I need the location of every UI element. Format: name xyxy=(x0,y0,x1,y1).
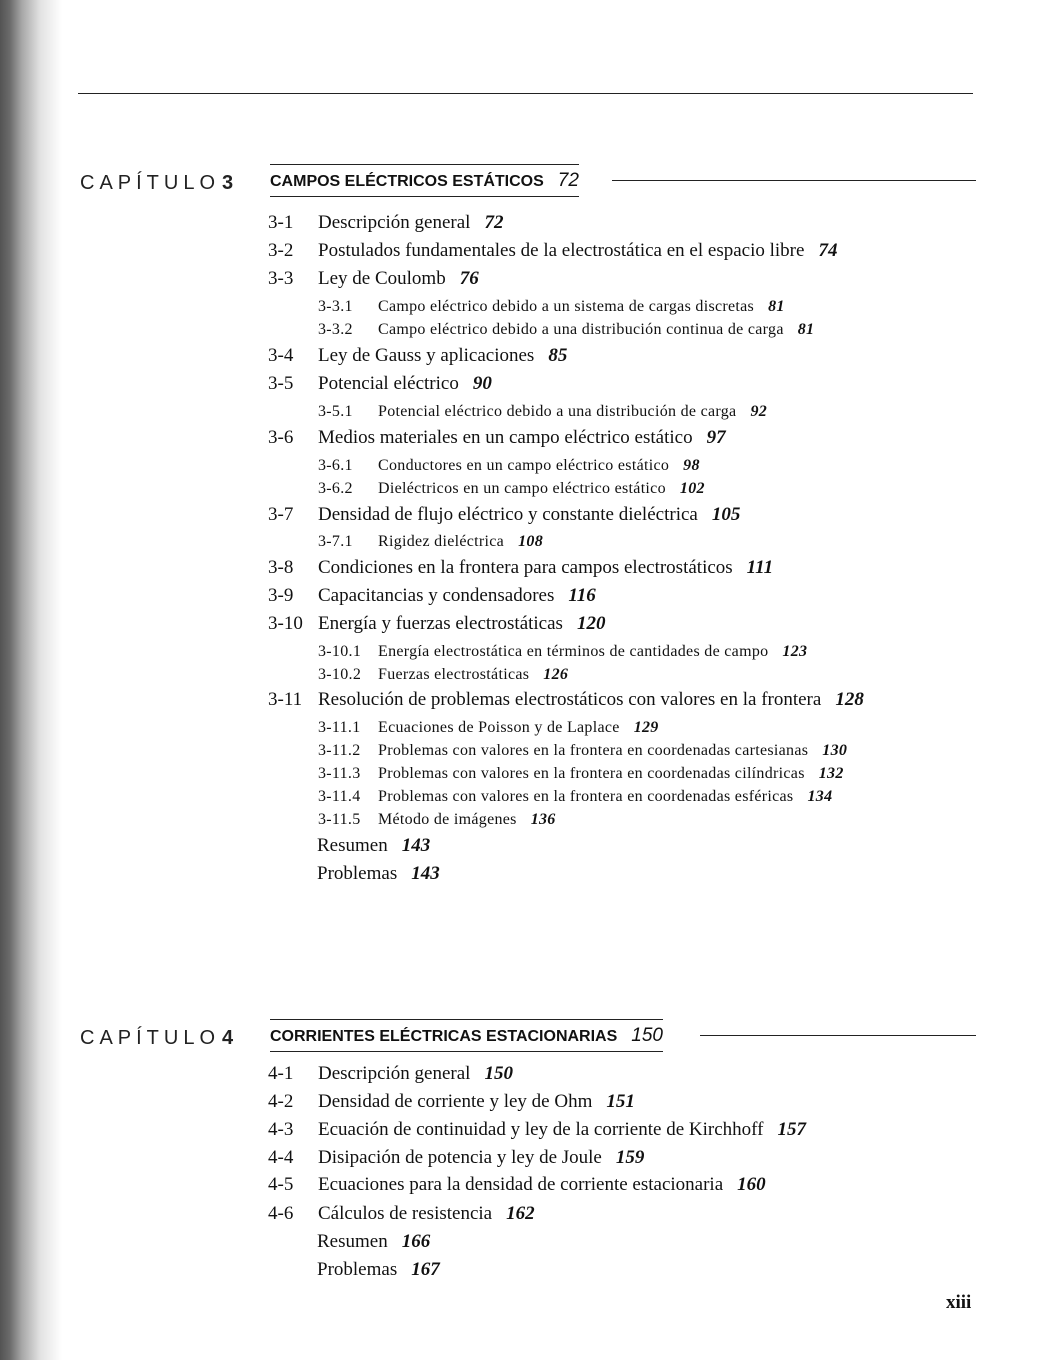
section-page: 136 xyxy=(530,811,556,828)
section-number: 3-6 xyxy=(268,427,294,448)
section-page: 108 xyxy=(518,533,543,550)
section-page: 98 xyxy=(683,457,700,474)
section-page: 76 xyxy=(459,268,479,289)
section-page: 105 xyxy=(711,504,741,525)
section-title: Método de imágenes xyxy=(378,811,517,828)
section-number: 3-3 xyxy=(268,268,294,289)
section-title: Ley de Gauss y aplicaciones xyxy=(318,345,535,366)
section-title: Medios materiales en un campo eléctrico estático xyxy=(318,427,693,448)
chapter-title xyxy=(270,164,579,197)
section-page: 167 xyxy=(411,1259,440,1280)
section-page: 150 xyxy=(484,1063,513,1084)
section-page: 120 xyxy=(576,613,606,634)
section-title: Descripción general xyxy=(318,1063,471,1084)
section-title: Conductores en un campo eléctrico estático xyxy=(378,457,670,474)
section-page: 102 xyxy=(679,480,705,497)
toc-subsection xyxy=(318,742,847,760)
section-number: 3-1 xyxy=(268,212,294,233)
toc-section xyxy=(268,1147,644,1169)
toc-section xyxy=(268,1091,635,1113)
toc-subsection xyxy=(318,298,785,316)
section-title: Potencial eléctrico debido a una distribución de carga xyxy=(378,403,737,420)
chapter-title-text: CORRIENTES ELÉCTRICAS ESTACIONARIAS xyxy=(270,1028,618,1045)
toc-section xyxy=(268,504,740,526)
toc-section xyxy=(268,557,773,579)
section-title: Resumen xyxy=(317,835,388,856)
section-page: 130 xyxy=(822,742,848,759)
section-number: 3-11.4 xyxy=(318,788,361,805)
section-number: 3-10.2 xyxy=(318,666,362,683)
toc-section xyxy=(268,427,726,449)
toc-section xyxy=(268,1174,766,1196)
section-number: 3-5 xyxy=(268,373,294,394)
section-page: 74 xyxy=(818,240,838,261)
toc-subsection xyxy=(318,321,814,339)
chapter-rule xyxy=(612,180,976,181)
toc-section xyxy=(268,689,864,711)
section-title: Energía y fuerzas electrostáticas xyxy=(318,613,563,634)
section-title: Problemas con valores en la frontera en coordenadas cartesianas xyxy=(378,742,809,759)
section-title: Cálculos de resistencia xyxy=(318,1203,493,1224)
toc-section xyxy=(268,212,503,234)
section-title: Campo eléctrico debido a un sistema de cargas discretas xyxy=(378,298,755,315)
section-page: 128 xyxy=(835,689,864,710)
page-number: xiii xyxy=(946,1292,972,1313)
section-title: Fuerzas electrostáticas xyxy=(378,666,530,683)
binding-shadow xyxy=(0,0,62,1360)
section-number: 3-3.1 xyxy=(318,298,353,315)
chapter-label-text: CAPÍTULO xyxy=(80,172,221,194)
section-page: 85 xyxy=(548,345,568,366)
section-page: 97 xyxy=(706,427,726,448)
section-page: 157 xyxy=(777,1119,806,1140)
section-title: Resolución de problemas electrostáticos con valores en la frontera xyxy=(318,689,822,710)
section-page: 81 xyxy=(768,298,785,315)
section-title: Problemas xyxy=(317,1259,398,1280)
toc-section xyxy=(268,373,492,395)
section-page: 132 xyxy=(818,765,844,782)
toc-subsection xyxy=(318,719,659,737)
section-title: Ecuaciones para la densidad de corriente estacionaria xyxy=(318,1174,724,1195)
section-page: 151 xyxy=(606,1091,635,1112)
toc-section xyxy=(268,268,479,290)
section-number: 3-11.1 xyxy=(318,719,361,736)
section-title: Dieléctricos en un campo eléctrico estático xyxy=(378,480,666,497)
toc-section xyxy=(268,1119,806,1141)
section-page: 90 xyxy=(472,373,492,394)
section-number: 3-6.2 xyxy=(318,480,353,497)
section-page: 143 xyxy=(411,863,440,884)
toc-subsection xyxy=(318,643,807,661)
section-page: 159 xyxy=(615,1147,645,1168)
section-title: Resumen xyxy=(317,1231,388,1252)
toc-subsection xyxy=(318,457,700,475)
section-title: Descripción general xyxy=(318,212,471,233)
toc-subsection xyxy=(318,788,832,806)
section-title: Rigidez dieléctrica xyxy=(378,533,505,550)
toc-section xyxy=(268,345,567,367)
toc-subsection xyxy=(318,666,568,684)
toc-extra xyxy=(317,1259,440,1281)
section-title: Problemas con valores en la frontera en coordenadas cilíndricas xyxy=(378,765,805,782)
section-number: 3-6.1 xyxy=(318,457,353,474)
section-number: 3-11.3 xyxy=(318,765,361,782)
toc-section xyxy=(268,585,596,607)
toc-section xyxy=(268,1063,513,1085)
section-number: 4-4 xyxy=(268,1147,294,1168)
toc-subsection xyxy=(318,811,556,829)
section-page: 162 xyxy=(506,1203,535,1224)
toc-extra xyxy=(317,1231,430,1253)
toc-section xyxy=(268,1203,535,1225)
chapter-number: 4 xyxy=(222,1027,234,1049)
section-number: 3-7.1 xyxy=(318,533,353,550)
section-number: 3-4 xyxy=(268,345,294,366)
toc-subsection xyxy=(318,403,767,421)
section-title: Ecuación de continuidad y ley de la corriente de Kirchhoff xyxy=(318,1119,764,1140)
section-title: Potencial eléctrico xyxy=(318,373,459,394)
section-page: 111 xyxy=(746,557,774,578)
section-title: Condiciones en la frontera para campos electrostáticos xyxy=(318,557,733,578)
section-page: 72 xyxy=(484,212,504,233)
section-page: 143 xyxy=(401,835,431,856)
section-number: 3-10 xyxy=(268,613,303,634)
chapter-page: 72 xyxy=(557,170,579,191)
section-number: 3-7 xyxy=(268,504,294,525)
section-number: 4-5 xyxy=(268,1174,294,1195)
section-number: 4-3 xyxy=(268,1119,294,1140)
section-page: 123 xyxy=(782,643,808,660)
section-number: 4-6 xyxy=(268,1203,294,1224)
chapter-label-text: CAPÍTULO xyxy=(80,1027,221,1049)
section-title: Densidad de flujo eléctrico y constante dieléctrica xyxy=(318,504,698,525)
section-title: Postulados fundamentales de la electrostática en el espacio libre xyxy=(318,240,805,261)
section-title: Ley de Coulomb xyxy=(318,268,446,289)
section-page: 160 xyxy=(737,1174,766,1195)
section-page: 134 xyxy=(807,788,833,805)
toc-subsection xyxy=(318,480,705,498)
toc-extra xyxy=(317,835,430,857)
section-number: 3-2 xyxy=(268,240,294,261)
section-title: Capacitancias y condensadores xyxy=(318,585,555,606)
chapter-label xyxy=(80,172,233,195)
section-page: 129 xyxy=(633,719,659,736)
section-page: 166 xyxy=(401,1231,431,1252)
section-number: 3-11.5 xyxy=(318,811,361,828)
toc-section xyxy=(268,613,605,635)
section-number: 3-11 xyxy=(268,689,303,710)
chapter-page: 150 xyxy=(631,1025,663,1046)
chapter-number: 3 xyxy=(222,172,234,194)
section-page: 92 xyxy=(750,403,768,420)
header-rule xyxy=(78,93,973,94)
section-number: 3-9 xyxy=(268,585,294,606)
section-title: Disipación de potencia y ley de Joule xyxy=(318,1147,602,1168)
section-number: 3-10.1 xyxy=(318,643,362,660)
section-number: 3-8 xyxy=(268,557,294,578)
section-page: 81 xyxy=(797,321,815,338)
section-title: Energía electrostática en términos de cantidades de campo xyxy=(378,643,769,660)
section-title: Problemas xyxy=(317,863,398,884)
toc-subsection xyxy=(318,765,844,783)
toc-extra xyxy=(317,863,440,885)
section-title: Campo eléctrico debido a una distribución continua de carga xyxy=(378,321,784,338)
section-number: 4-2 xyxy=(268,1091,294,1112)
chapter-title xyxy=(270,1019,663,1052)
section-title: Ecuaciones de Poisson y de Laplace xyxy=(378,719,620,736)
toc-section xyxy=(268,240,837,262)
toc-subsection xyxy=(318,533,543,551)
section-number: 4-1 xyxy=(268,1063,294,1084)
section-number: 3-3.2 xyxy=(318,321,353,338)
chapter-label xyxy=(80,1027,233,1050)
section-title: Problemas con valores en la frontera en coordenadas esféricas xyxy=(378,788,794,805)
section-number: 3-11.2 xyxy=(318,742,361,759)
chapter-rule xyxy=(700,1035,976,1036)
chapter-title-text: CAMPOS ELÉCTRICOS ESTÁTICOS xyxy=(270,173,544,190)
section-title: Densidad de corriente y ley de Ohm xyxy=(318,1091,593,1112)
section-page: 116 xyxy=(568,585,596,606)
section-page: 126 xyxy=(543,666,569,683)
section-number: 3-5.1 xyxy=(318,403,353,420)
